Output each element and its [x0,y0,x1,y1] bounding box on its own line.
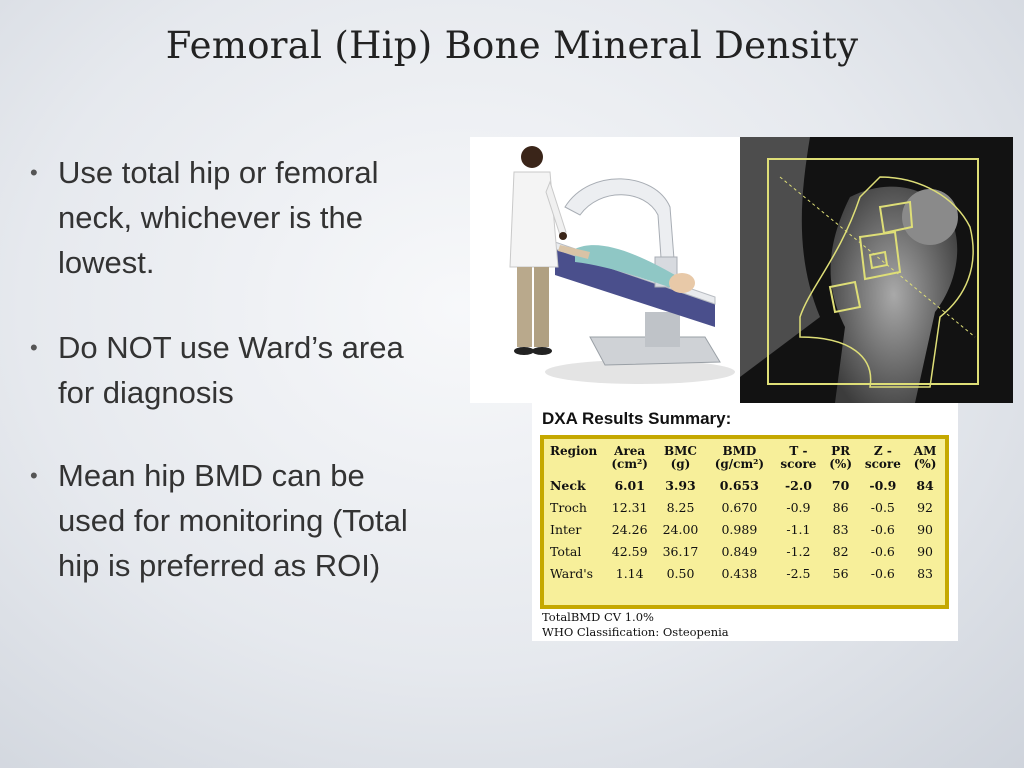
cv-note: TotalBMD CV 1.0% [542,610,654,624]
hip-xray-image [740,137,1013,403]
table-cell: 70 [831,478,850,493]
table-cell: Inter [550,522,582,537]
dxa-footer [542,610,729,640]
table-row [548,541,942,563]
table-cell: 82 [832,544,849,559]
table-cell: 1.14 [615,566,644,581]
bullet-item [30,453,500,588]
table-cell: -1.2 [786,544,811,559]
column-header: Region [550,444,598,458]
column-header: Z - [873,444,892,458]
bullet-line: Mean hip BMD can be [58,458,365,493]
dxa-title: DXA Results Summary: [542,409,732,428]
bullet-line: hip is preferred as ROI) [58,548,381,583]
bullet-marker: • [30,463,38,488]
table-cell: 0.670 [721,500,758,515]
table-cell: Total [550,544,582,559]
bullet-marker: • [30,160,38,185]
table-cell: Ward's [550,566,594,581]
column-header: BMD [722,444,757,458]
table-cell: 56 [832,566,849,581]
table-cell: 0.653 [719,478,759,493]
table-cell: Neck [550,478,586,493]
column-header: AM [913,444,937,458]
bullet-line: Use total hip or femoral [58,155,379,190]
dxa-results-panel [532,403,958,641]
column-unit: (%) [913,457,937,471]
column-unit: (cm²) [611,457,648,471]
table-cell: 8.25 [666,500,695,515]
table-cell: -0.9 [869,478,897,493]
column-header: BMC [664,444,697,458]
table-cell: 0.438 [721,566,758,581]
xray-illustration [740,137,1013,403]
table-cell: 83 [832,522,849,537]
table-cell: 84 [916,478,934,493]
table-cell: 24.00 [662,522,699,537]
table-cell: -2.0 [784,478,812,493]
table-cell: 6.01 [614,478,645,493]
scanner-illustration [470,137,740,403]
column-unit: (g) [670,457,691,471]
table-cell: 42.59 [611,544,648,559]
table-cell: 0.849 [721,544,758,559]
column-header: PR [831,444,851,458]
table-cell: 92 [917,500,934,515]
dxa-table-box [540,435,949,609]
table-cell: -0.9 [786,500,811,515]
column-header: T - [789,444,808,458]
column-unit: (%) [829,457,853,471]
table-cell: -0.5 [870,500,895,515]
bullet-line: Do NOT use Ward’s area [58,330,404,365]
table-cell: 90 [917,544,934,559]
table-row [548,519,942,541]
bullet-marker: • [30,335,38,360]
table-cell: 0.989 [721,522,758,537]
slide-title: Femoral (Hip) Bone Mineral Density [165,24,859,67]
scanner-photo [470,137,740,403]
column-unit: score [780,457,817,471]
table-cell: -0.6 [870,522,895,537]
who-classification: WHO Classification: Osteopenia [542,625,729,639]
bullet-line: lowest. [58,245,155,280]
table-header-row [548,443,942,475]
column-unit: score [864,457,901,471]
table-row [548,563,942,585]
table-cell: 86 [832,500,849,515]
column-header: Area [614,444,646,458]
table-cell: 3.93 [665,478,696,493]
table-cell: Troch [550,500,587,515]
bullet-line: used for monitoring (Total [58,503,408,538]
dxa-results-table [548,443,942,585]
table-cell: -2.5 [786,566,811,581]
table-cell: 83 [917,566,934,581]
table-cell: -0.6 [870,544,895,559]
table-cell: 24.26 [611,522,648,537]
table-cell: 36.17 [662,544,699,559]
bullet-item [30,150,500,285]
table-cell: 90 [917,522,934,537]
bullet-item [30,325,500,415]
bullet-line: for diagnosis [58,375,234,410]
bullet-line: neck, whichever is the [58,200,363,235]
table-row [548,475,942,497]
table-cell: -0.6 [870,566,895,581]
table-cell: -1.1 [786,522,811,537]
table-row [548,497,942,519]
column-unit: (g/cm²) [714,457,765,471]
table-cell: 12.31 [611,500,648,515]
table-cell: 0.50 [666,566,695,581]
